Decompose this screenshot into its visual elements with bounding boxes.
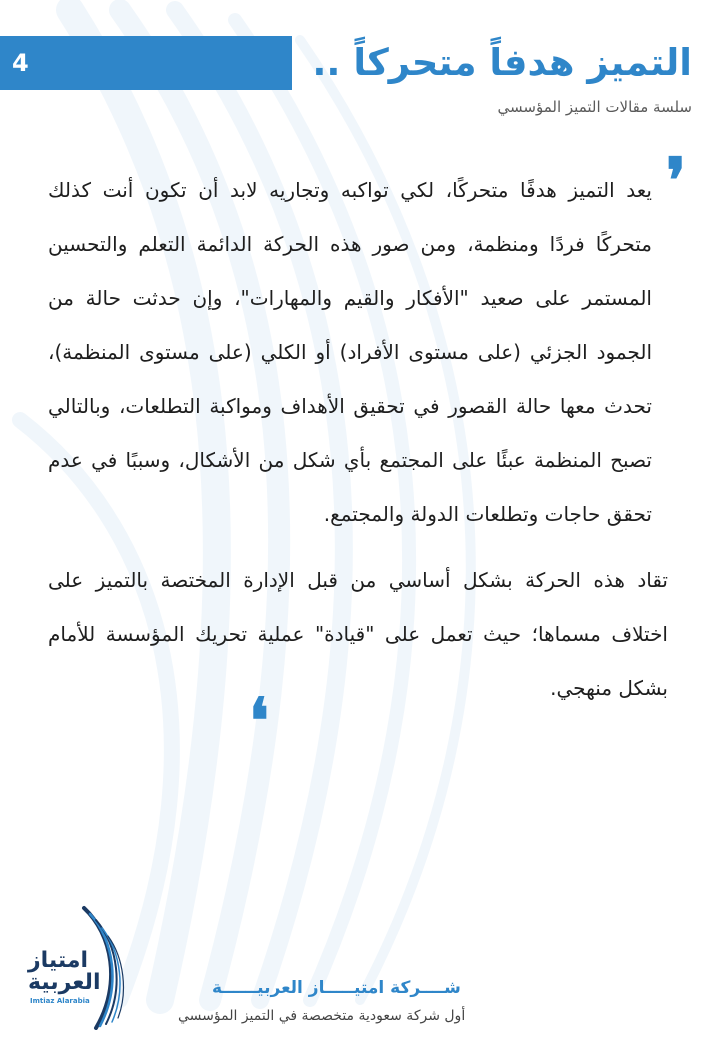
logo-english-name: Imtiaz Alarabia — [30, 997, 90, 1005]
company-logo — [26, 904, 134, 1030]
article-body — [48, 163, 668, 715]
series-subtitle: سلسة مقالات التميز المؤسسي — [497, 98, 692, 116]
logo-arabic-line2: العربية — [28, 970, 101, 995]
article-title: التميز هدفاً متحركاً .. — [312, 41, 692, 84]
logo-arabic-line1: امتياز — [28, 948, 89, 973]
opening-quote-mark: ❜ — [666, 144, 686, 217]
company-name: شــــركة امتيـــــاز العربيــــــة — [212, 978, 461, 998]
paragraph-2: تقاد هذه الحركة بشكل أساسي من قبل الإدارة المختصة بالتميز على اختلاف مسماها؛ حيث تعمل على "قيادة" عملية تحريك المؤسسة للأمام بشكل منهجي. — [48, 568, 668, 700]
page-number-bar — [0, 36, 292, 90]
paragraph-1: يعد التميز هدفًا متحركًا، لكي تواكبه وتجاريه لابد أن تكون أنت كذلك متحركًا فردًا ومنظمة، ومن صور هذه الحركة الدائمة التعلم والتحسين المستمر على صعيد "الأفكار والقيم والمهارات"، وإن حدثت حالة من الجمود الجزئي (على مستوى الأفراد) أو الكلي (على مستوى المنظمة)، تحدث معها حالة القصور في تحقيق الأهداف ومواكبة التطلعات، وبالتالي تصبح المنظمة عبئًا على المجتمع بأي شكل من الأشكال، وسببًا في عدم تحقق حاجات وتطلعات الدولة والمجتمع. — [48, 178, 652, 526]
company-tagline: أول شركة سعودية متخصصة في التميز المؤسسي — [178, 1008, 466, 1024]
page-number: 4 — [12, 49, 29, 77]
closing-quote-mark: ❛ — [249, 684, 269, 757]
